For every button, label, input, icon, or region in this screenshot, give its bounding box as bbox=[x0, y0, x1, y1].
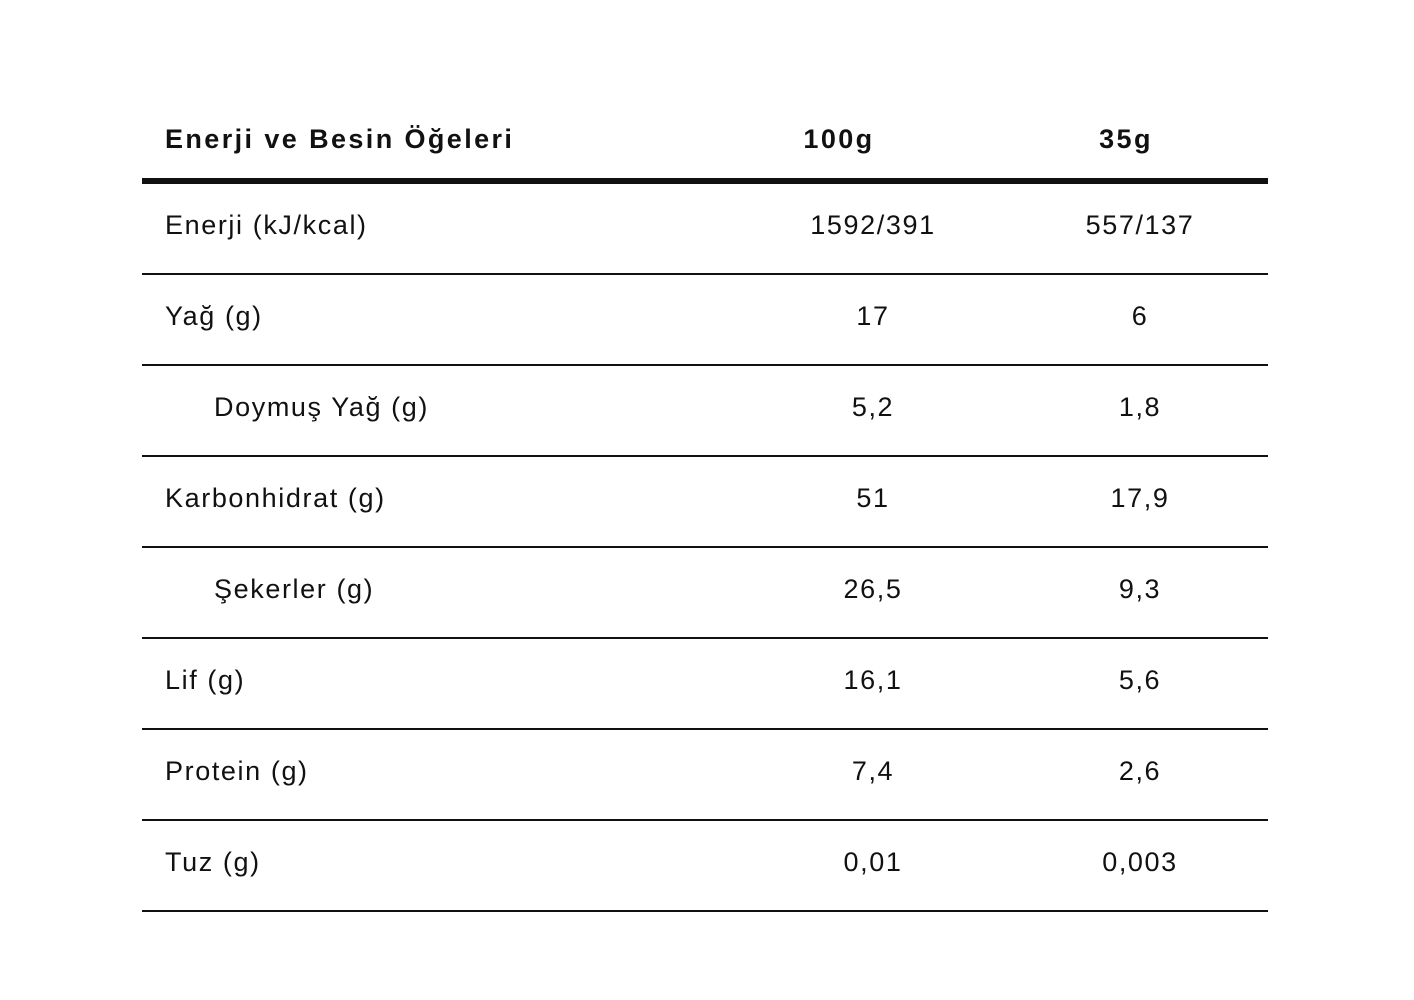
table-row bbox=[142, 275, 1268, 366]
row-value-100g-text: 5,2 bbox=[851, 392, 895, 422]
nutrition-table bbox=[142, 98, 1268, 912]
row-value-100g-text: 16,1 bbox=[843, 665, 903, 695]
row-nutrient-name: Protein (g) bbox=[165, 756, 309, 786]
table-row bbox=[142, 730, 1268, 821]
table-row-indented bbox=[142, 366, 1268, 457]
table-row-indented bbox=[142, 548, 1268, 639]
row-nutrient-name: Doymuş Yağ (g) bbox=[214, 392, 429, 422]
row-nutrient-name: Tuz (g) bbox=[165, 847, 261, 877]
row-nutrient-name: Lif (g) bbox=[165, 665, 246, 695]
row-value-100g-text: 26,5 bbox=[843, 574, 903, 604]
row-value-35g-text: 17,9 bbox=[1110, 483, 1170, 513]
header-100g-text: 100g bbox=[803, 124, 875, 154]
row-nutrient-name: Karbonhidrat (g) bbox=[165, 483, 386, 513]
row-value-35g-text: 2,6 bbox=[1118, 756, 1162, 786]
row-value-35g-text: 1,8 bbox=[1118, 392, 1162, 422]
row-value-35g-text: 557/137 bbox=[1085, 210, 1195, 240]
row-value-100g-text: 17 bbox=[856, 301, 890, 331]
table-row bbox=[142, 184, 1268, 275]
table-header bbox=[142, 98, 1268, 184]
table-row bbox=[142, 821, 1268, 912]
table-row bbox=[142, 457, 1268, 548]
row-value-100g-text: 7,4 bbox=[851, 756, 895, 786]
row-nutrient-name: Şekerler (g) bbox=[214, 574, 375, 604]
row-value-35g-text: 6 bbox=[1131, 301, 1149, 331]
row-value-100g-text: 0,01 bbox=[843, 847, 903, 877]
row-value-100g-text: 51 bbox=[856, 483, 890, 513]
table-row bbox=[142, 639, 1268, 730]
row-value-35g-text: 9,3 bbox=[1118, 574, 1162, 604]
row-value-35g-text: 0,003 bbox=[1102, 847, 1178, 877]
row-value-35g-text: 5,6 bbox=[1118, 665, 1162, 695]
row-nutrient-name: Enerji (kJ/kcal) bbox=[165, 210, 368, 240]
row-value-100g-text: 1592/391 bbox=[810, 210, 936, 240]
header-35g-text: 35g bbox=[1099, 124, 1153, 154]
row-nutrient-name: Yağ (g) bbox=[165, 301, 263, 331]
header-nutrients-label: Enerji ve Besin Öğeleri bbox=[165, 124, 515, 154]
